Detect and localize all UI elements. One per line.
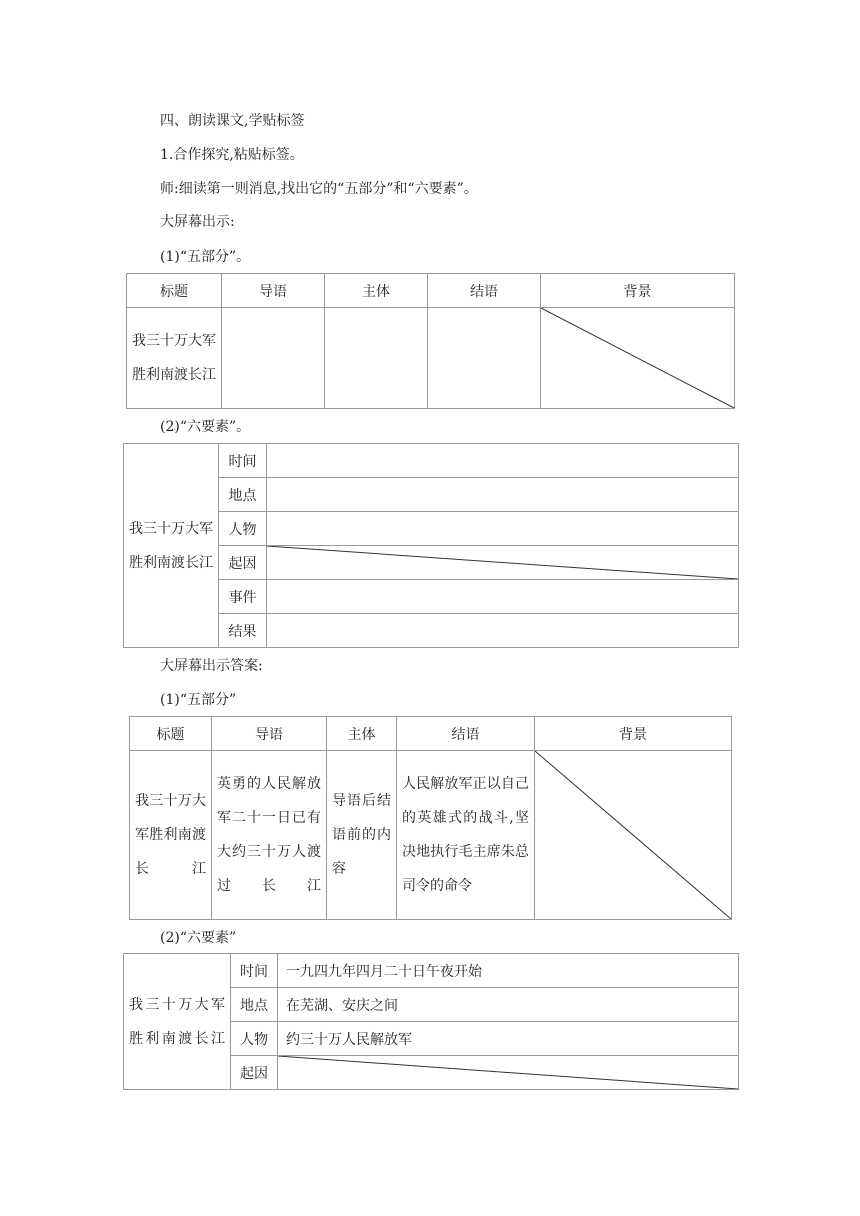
conclusion-cell[interactable] [428,308,541,409]
header-body: 主体 [325,274,428,308]
conclusion-answer: 人民解放军正以自己的英雄式的战斗,坚决地执行毛主席朱总司令的命令 [397,751,535,920]
result-cell[interactable] [267,614,739,648]
header-title: 标题 [130,717,212,751]
diagonal-line [267,546,738,579]
title-cell: 我三十万大军胜利南渡长江 [127,308,222,409]
title-cell: 我三十万大军胜利南渡长江 [130,751,212,920]
label-cause: 起因 [231,1056,278,1090]
background-cell [541,308,735,409]
header-conclusion: 结语 [397,717,535,751]
title-cell: 我三十万大军胜利南渡长江 [124,444,219,648]
label-event: 事件 [219,580,267,614]
teacher-instruction: 师:细读第一则消息,找出它的“五部分”和“六要素”。 [160,181,478,197]
diagonal-line [535,751,731,919]
diagonal-line [278,1056,738,1089]
section-heading: 四、朗读课文,学贴标签 [160,113,305,129]
six-elements-answer-label: (2)“六要素” [160,930,237,946]
five-parts-answer-label: (1)“五部分” [160,692,237,708]
label-cause: 起因 [219,546,267,580]
five-parts-table [126,273,735,409]
step-heading: 1.合作探究,粘贴标签。 [160,147,304,163]
six-elements-label: (2)“六要素”。 [160,419,251,435]
people-cell[interactable] [267,512,739,546]
label-people: 人物 [231,1022,278,1056]
cause-cell [278,1056,739,1090]
label-time: 时间 [219,444,267,478]
time-cell[interactable] [267,444,739,478]
header-lead: 导语 [222,274,325,308]
label-people: 人物 [219,512,267,546]
label-result: 结果 [219,614,267,648]
lead-answer: 英勇的人民解放军二十一日已有大约三十万人渡过长江 [212,751,327,920]
body-answer: 导语后结语前的内容 [327,751,397,920]
diagonal-line [541,308,734,408]
time-answer: 一九四九年四月二十日午夜开始 [278,954,739,988]
header-lead: 导语 [212,717,327,751]
answer-show-label: 大屏幕出示答案: [160,658,263,674]
place-answer: 在芜湖、安庆之间 [278,988,739,1022]
label-place: 地点 [231,988,278,1022]
title-cell: 我三十万大军胜利南渡长江 [124,954,231,1090]
people-answer: 约三十万人民解放军 [278,1022,739,1056]
background-cell [535,751,732,920]
header-background: 背景 [541,274,735,308]
screen-show-label: 大屏幕出示: [160,214,235,230]
header-body: 主体 [327,717,397,751]
lead-cell[interactable] [222,308,325,409]
label-time: 时间 [231,954,278,988]
five-parts-answer-table [129,716,732,920]
six-elements-table [123,443,739,648]
body-cell[interactable] [325,308,428,409]
header-conclusion: 结语 [428,274,541,308]
label-place: 地点 [219,478,267,512]
header-background: 背景 [535,717,732,751]
six-elements-answer-table [123,953,739,1090]
header-title: 标题 [127,274,222,308]
event-cell[interactable] [267,580,739,614]
five-parts-label: (1)“五部分”。 [160,249,251,265]
place-cell[interactable] [267,478,739,512]
cause-cell [267,546,739,580]
